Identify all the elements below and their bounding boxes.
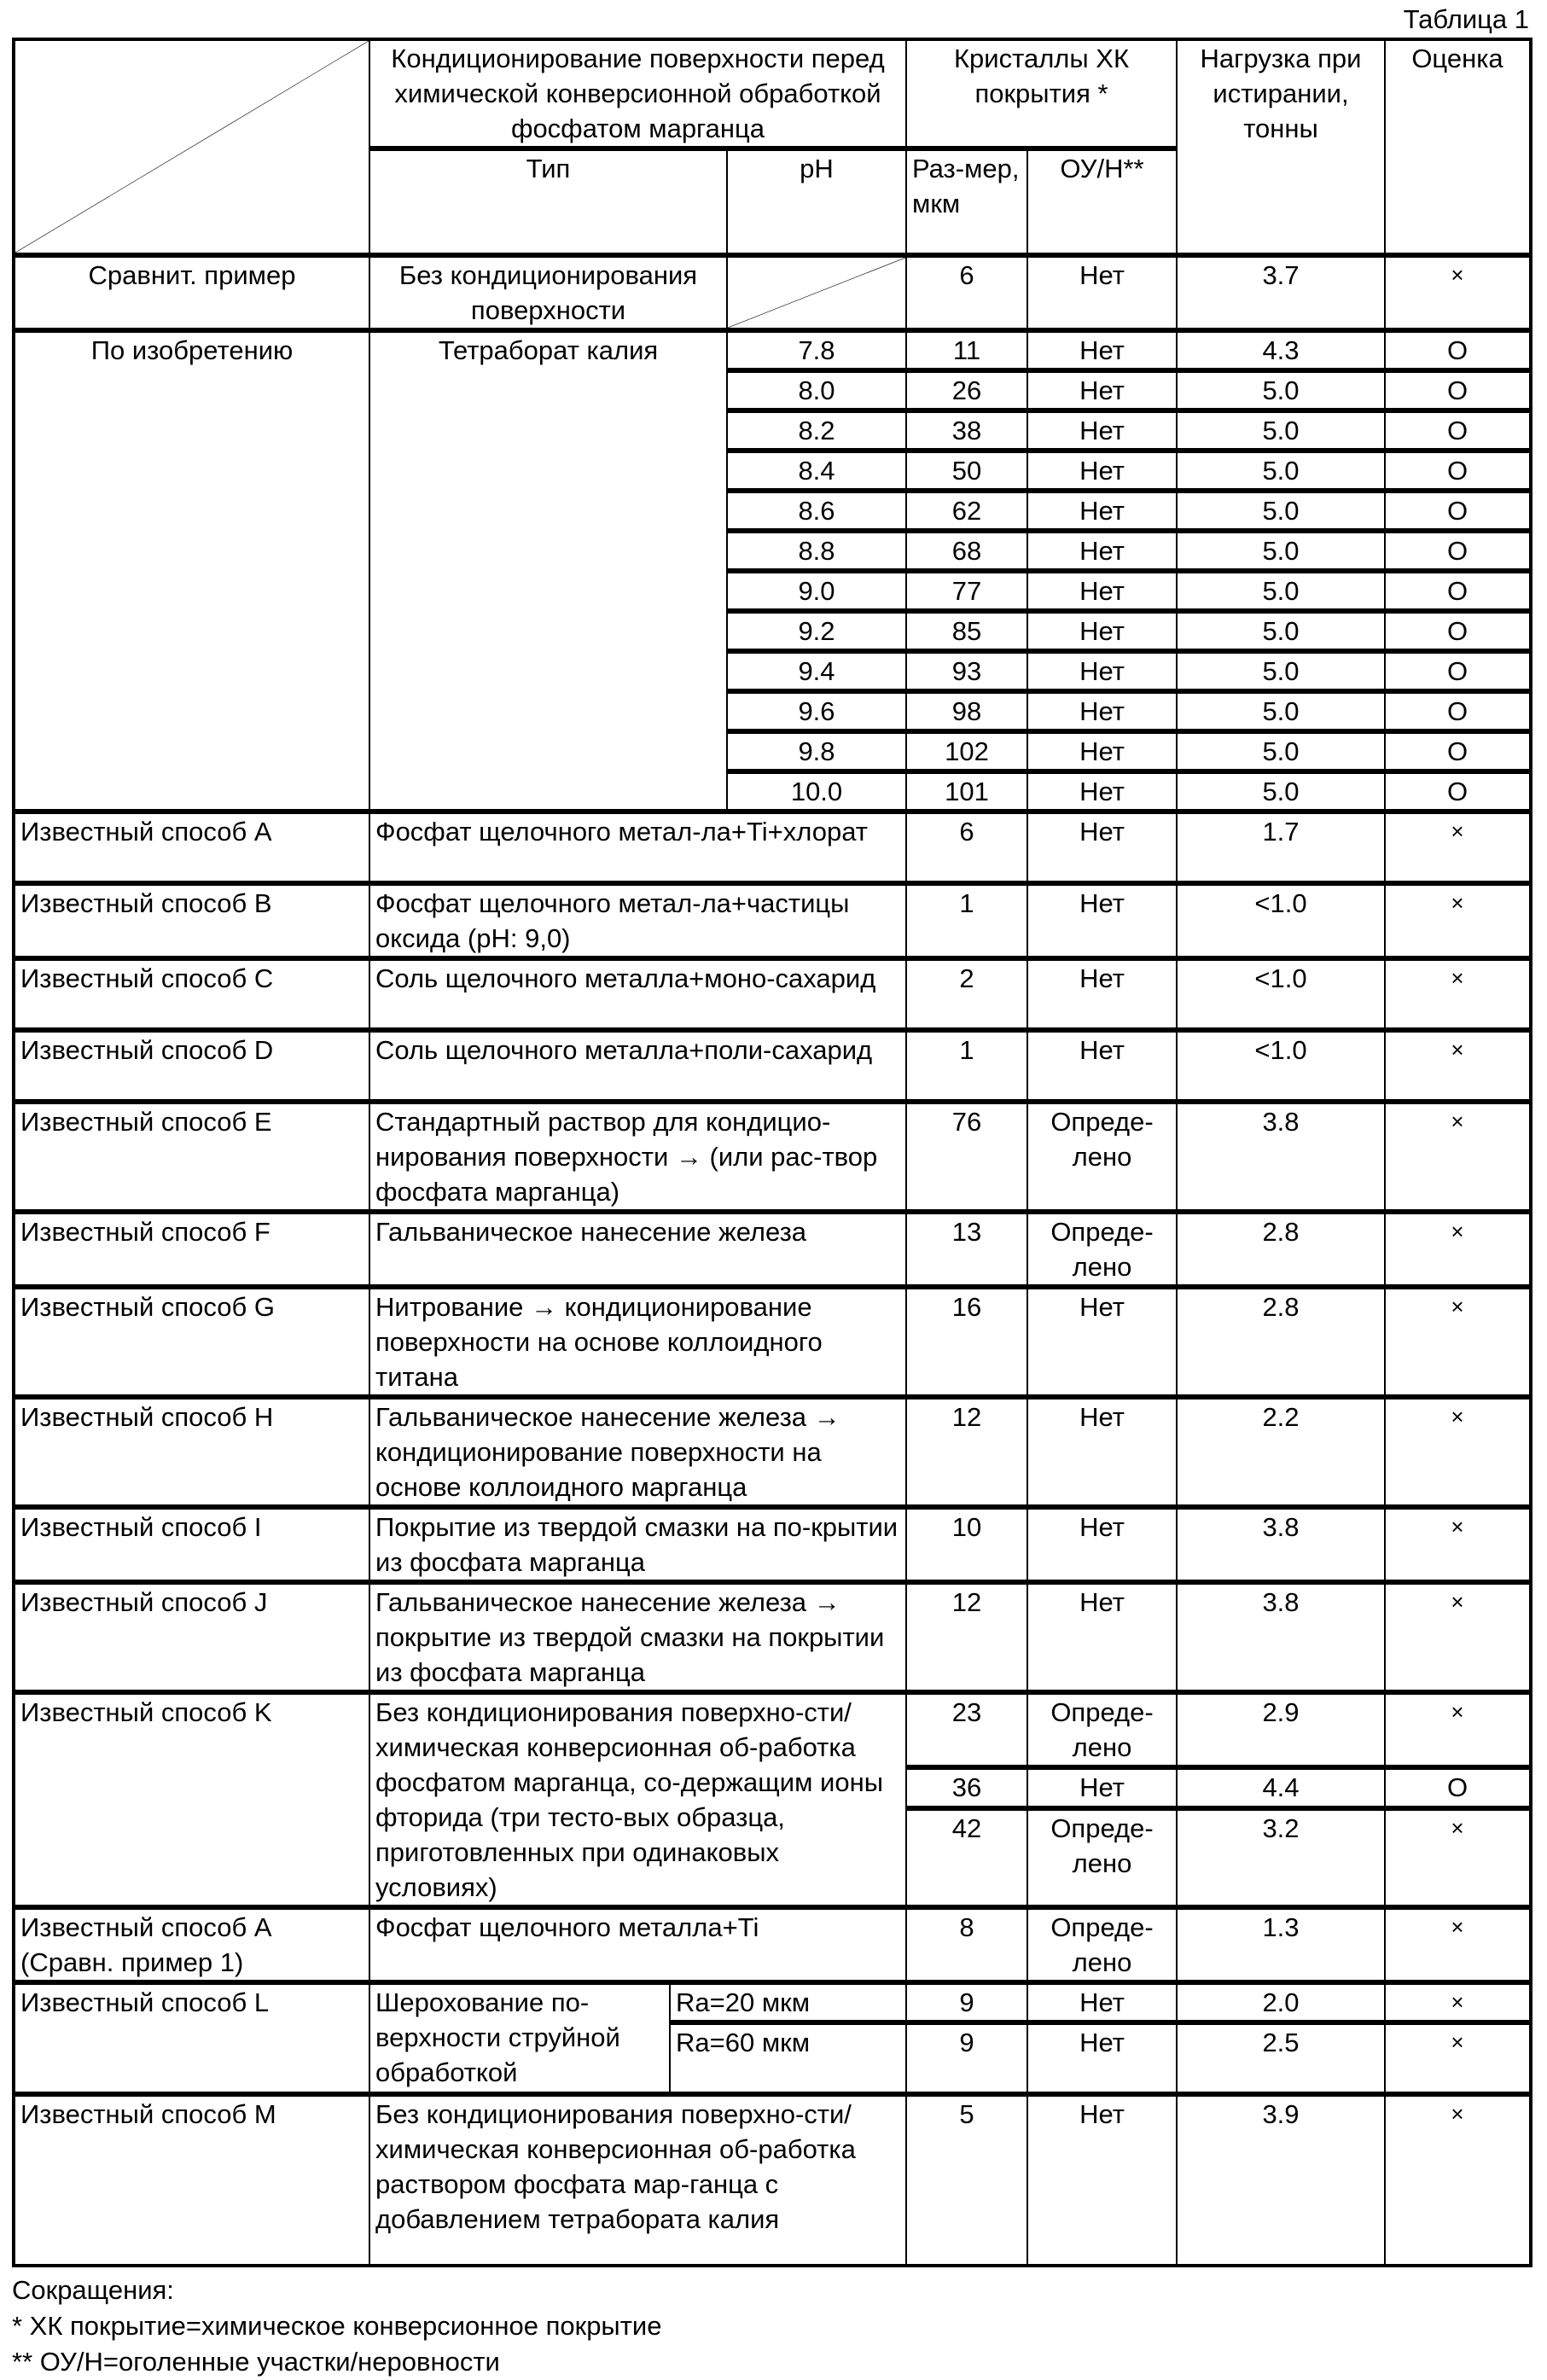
row-label: Известный способ G xyxy=(14,1287,369,1397)
ph-cell: 9.6 xyxy=(727,691,906,731)
size-cell: 36 xyxy=(906,1767,1027,1807)
load-cell: 5.0 xyxy=(1177,491,1385,531)
row-label: Известный способ A xyxy=(14,812,369,883)
defects-cell: Нет xyxy=(1027,491,1177,531)
ph-cell: 8.0 xyxy=(727,370,906,410)
diagonal-line xyxy=(728,258,905,328)
size-cell: 6 xyxy=(906,255,1027,330)
row-type: Фосфат щелочного метал-ла+частицы оксида (pH: 9,0) xyxy=(369,883,906,958)
rating-cell: × xyxy=(1385,1102,1531,1212)
defects-cell: Нет xyxy=(1027,883,1177,958)
table-row xyxy=(14,958,1531,1030)
load-cell: <1.0 xyxy=(1177,883,1385,958)
rating-cell: O xyxy=(1385,370,1531,410)
ph-cell: 8.4 xyxy=(727,451,906,491)
defects-cell: Нет xyxy=(1027,691,1177,731)
header-load: Нагрузка при истирании, тонны xyxy=(1177,39,1385,255)
row-label: Известный способ C xyxy=(14,958,369,1030)
rating-cell: × xyxy=(1385,883,1531,958)
rating-cell: × xyxy=(1385,1397,1531,1507)
rating-cell: O xyxy=(1385,491,1531,531)
size-cell: 101 xyxy=(906,771,1027,812)
load-cell: <1.0 xyxy=(1177,1030,1385,1102)
size-cell: 9 xyxy=(906,2022,1027,2094)
results-table xyxy=(12,38,1532,2267)
defects-cell: Опреде-лено xyxy=(1027,1907,1177,1982)
ph-cell: 9.0 xyxy=(727,571,906,611)
table-row xyxy=(14,1102,1531,1212)
ph-cell: 9.8 xyxy=(727,731,906,771)
defects-cell: Нет xyxy=(1027,611,1177,651)
size-cell: 10 xyxy=(906,1507,1027,1582)
defects-cell: Нет xyxy=(1027,571,1177,611)
size-cell: 38 xyxy=(906,410,1027,451)
document xyxy=(12,3,1529,2380)
load-cell: 3.8 xyxy=(1177,1507,1385,1582)
size-cell: 8 xyxy=(906,1907,1027,1982)
rating-cell: × xyxy=(1385,1907,1531,1982)
table-row xyxy=(14,1397,1531,1507)
rating-cell: × xyxy=(1385,1808,1531,1907)
size-cell: 9 xyxy=(906,1982,1027,2022)
rating-cell: × xyxy=(1385,1287,1531,1397)
defects-cell: Нет xyxy=(1027,451,1177,491)
header-type: Тип xyxy=(369,148,727,255)
row-type: Тетраборат калия xyxy=(369,330,727,812)
defects-cell: Нет xyxy=(1027,531,1177,571)
rating-cell: O xyxy=(1385,451,1531,491)
defects-cell: Опреде-лено xyxy=(1027,1808,1177,1907)
rating-cell: × xyxy=(1385,1212,1531,1287)
diagonal-line xyxy=(15,41,369,253)
rating-cell: O xyxy=(1385,1767,1531,1807)
load-cell: 4.4 xyxy=(1177,1767,1385,1807)
row-type: Соль щелочного металла+моно-сахарид xyxy=(369,958,906,1030)
footnotes-heading: Сокращения: xyxy=(12,2272,1529,2308)
table-row xyxy=(14,1907,1531,1982)
load-cell: 5.0 xyxy=(1177,731,1385,771)
defects-cell: Нет xyxy=(1027,958,1177,1030)
ra-cell: Ra=20 мкм xyxy=(670,1982,906,2022)
ph-cell: 8.8 xyxy=(727,531,906,571)
row-label: Известный способ J xyxy=(14,1582,369,1692)
rating-cell: × xyxy=(1385,2022,1531,2094)
defects-cell: Нет xyxy=(1027,330,1177,370)
size-cell: 42 xyxy=(906,1808,1027,1907)
footnote-2: ** ОУ/Н=оголенные участки/неровности xyxy=(12,2344,1529,2380)
load-cell: 3.7 xyxy=(1177,255,1385,330)
row-type: Без кондиционирования поверхно-сти/химическая конверсионная об-работка раствором фосфата мар-ганца с добавлением тетрабората калия xyxy=(369,2094,906,2266)
load-cell: 2.8 xyxy=(1177,1287,1385,1397)
row-type: Покрытие из твердой смазки на по-крытии из фосфата марганца xyxy=(369,1507,906,1582)
footnote-1: * ХК покрытие=химическое конверсионное покрытие xyxy=(12,2308,1529,2344)
header-conditioning: Кондиционирование поверхности перед химической конверсионной обработкой фосфатом марганца xyxy=(369,39,906,148)
size-cell: 12 xyxy=(906,1582,1027,1692)
size-cell: 11 xyxy=(906,330,1027,370)
defects-cell: Нет xyxy=(1027,1767,1177,1807)
load-cell: 2.2 xyxy=(1177,1397,1385,1507)
load-cell: 1.7 xyxy=(1177,812,1385,883)
row-type: Шерохование по-верхности струйной обработкой xyxy=(369,1982,670,2094)
ph-cell: 9.2 xyxy=(727,611,906,651)
rating-cell: O xyxy=(1385,771,1531,812)
size-cell: 1 xyxy=(906,883,1027,958)
row-label: Известный способ D xyxy=(14,1030,369,1102)
defects-cell: Нет xyxy=(1027,2022,1177,2094)
table-row xyxy=(14,1982,1531,2022)
row-type: Без кондиционирования поверхно-сти/химическая конверсионная об-работка фосфатом марганца, со-держащим ионы фторида (три тесто-вых образца, приготовленных при одинаковых условиях) xyxy=(369,1692,906,1907)
load-cell: 5.0 xyxy=(1177,651,1385,691)
rating-cell: O xyxy=(1385,330,1531,370)
rating-cell: × xyxy=(1385,1982,1531,2022)
size-cell: 23 xyxy=(906,1692,1027,1767)
defects-cell: Нет xyxy=(1027,2094,1177,2266)
defects-cell: Опреде-лено xyxy=(1027,1212,1177,1287)
row-label: Известный способ A (Сравн. пример 1) xyxy=(14,1907,369,1982)
row-type: Фосфат щелочного метал-ла+Ti+хлорат xyxy=(369,812,906,883)
defects-cell: Нет xyxy=(1027,771,1177,812)
rating-cell: O xyxy=(1385,731,1531,771)
load-cell: 5.0 xyxy=(1177,370,1385,410)
size-cell: 50 xyxy=(906,451,1027,491)
rating-cell: O xyxy=(1385,691,1531,731)
defects-cell: Нет xyxy=(1027,370,1177,410)
defects-cell: Нет xyxy=(1027,651,1177,691)
load-cell: 3.8 xyxy=(1177,1102,1385,1212)
rating-cell: × xyxy=(1385,1507,1531,1582)
ph-cell: 10.0 xyxy=(727,771,906,812)
load-cell: 2.5 xyxy=(1177,2022,1385,2094)
rating-cell: × xyxy=(1385,2094,1531,2266)
defects-cell: Нет xyxy=(1027,1582,1177,1692)
row-label: Известный способ L xyxy=(14,1982,369,2094)
row-type: Гальваническое нанесение железа → кондиционирование поверхности на основе коллоидного марганца xyxy=(369,1397,906,1507)
rating-cell: O xyxy=(1385,611,1531,651)
rating-cell: O xyxy=(1385,651,1531,691)
size-cell: 26 xyxy=(906,370,1027,410)
defects-cell: Нет xyxy=(1027,1030,1177,1102)
load-cell: 5.0 xyxy=(1177,771,1385,812)
header-defects: ОУ/Н** xyxy=(1027,148,1177,255)
rating-cell: O xyxy=(1385,571,1531,611)
load-cell: 5.0 xyxy=(1177,611,1385,651)
size-cell: 16 xyxy=(906,1287,1027,1397)
rating-cell: O xyxy=(1385,531,1531,571)
size-cell: 13 xyxy=(906,1212,1027,1287)
load-cell: 3.2 xyxy=(1177,1808,1385,1907)
size-cell: 6 xyxy=(906,812,1027,883)
load-cell: 3.9 xyxy=(1177,2094,1385,2266)
load-cell: 2.8 xyxy=(1177,1212,1385,1287)
row-type: Гальваническое нанесение железа → покрытие из твердой смазки на покрытии из фосфата марганца xyxy=(369,1582,906,1692)
load-cell: 5.0 xyxy=(1177,451,1385,491)
size-cell: 68 xyxy=(906,531,1027,571)
defects-cell: Нет xyxy=(1027,255,1177,330)
row-label: Сравнит. пример xyxy=(14,255,369,330)
load-cell: 3.8 xyxy=(1177,1582,1385,1692)
rating-cell: × xyxy=(1385,1030,1531,1102)
row-label: Известный способ I xyxy=(14,1507,369,1582)
load-cell: 4.3 xyxy=(1177,330,1385,370)
table-row xyxy=(14,330,1531,370)
size-cell: 102 xyxy=(906,731,1027,771)
header-crystals: Кристаллы ХК покрытия * xyxy=(906,39,1177,148)
row-label: Известный способ F xyxy=(14,1212,369,1287)
table-row xyxy=(14,1030,1531,1102)
table-row xyxy=(14,1287,1531,1397)
row-label: По изобретению xyxy=(14,330,369,812)
footnotes xyxy=(12,2272,1529,2380)
size-cell: 1 xyxy=(906,1030,1027,1102)
table-caption: Таблица 1 xyxy=(12,3,1529,38)
ph-empty-diagonal xyxy=(727,255,906,330)
ph-cell: 9.4 xyxy=(727,651,906,691)
table-row xyxy=(14,255,1531,330)
size-cell: 5 xyxy=(906,2094,1027,2266)
load-cell: 2.0 xyxy=(1177,1982,1385,2022)
header-ph: pH xyxy=(727,148,906,255)
load-cell: 5.0 xyxy=(1177,410,1385,451)
header-size: Раз-мер, мкм xyxy=(906,148,1027,255)
row-type: Нитрование → кондиционирование поверхности на основе коллоидного титана xyxy=(369,1287,906,1397)
corner-diagonal-cell xyxy=(14,39,369,255)
table-row xyxy=(14,2094,1531,2266)
size-cell: 76 xyxy=(906,1102,1027,1212)
defects-cell: Нет xyxy=(1027,1507,1177,1582)
load-cell: 2.9 xyxy=(1177,1692,1385,1767)
load-cell: 1.3 xyxy=(1177,1907,1385,1982)
defects-cell: Нет xyxy=(1027,731,1177,771)
size-cell: 77 xyxy=(906,571,1027,611)
defects-cell: Нет xyxy=(1027,1397,1177,1507)
rating-cell: × xyxy=(1385,1582,1531,1692)
row-label: Известный способ H xyxy=(14,1397,369,1507)
table-row xyxy=(14,1692,1531,1767)
size-cell: 98 xyxy=(906,691,1027,731)
row-type: Соль щелочного металла+поли-сахарид xyxy=(369,1030,906,1102)
rating-cell: × xyxy=(1385,958,1531,1030)
row-label: Известный способ B xyxy=(14,883,369,958)
row-type: Без кондиционирования поверхности xyxy=(369,255,727,330)
row-label: Известный способ E xyxy=(14,1102,369,1212)
ra-cell: Ra=60 мкм xyxy=(670,2022,906,2094)
size-cell: 2 xyxy=(906,958,1027,1030)
rating-cell: × xyxy=(1385,812,1531,883)
size-cell: 93 xyxy=(906,651,1027,691)
load-cell: 5.0 xyxy=(1177,531,1385,571)
rating-cell: O xyxy=(1385,410,1531,451)
table-row xyxy=(14,1582,1531,1692)
load-cell: 5.0 xyxy=(1177,691,1385,731)
rating-cell: × xyxy=(1385,255,1531,330)
defects-cell: Опреде-лено xyxy=(1027,1102,1177,1212)
ph-cell: 8.6 xyxy=(727,491,906,531)
row-type: Фосфат щелочного металла+Ti xyxy=(369,1907,906,1982)
table-row xyxy=(14,1212,1531,1287)
size-cell: 62 xyxy=(906,491,1027,531)
defects-cell: Опреде-лено xyxy=(1027,1692,1177,1767)
defects-cell: Нет xyxy=(1027,1287,1177,1397)
load-cell: <1.0 xyxy=(1177,958,1385,1030)
defects-cell: Нет xyxy=(1027,812,1177,883)
defects-cell: Нет xyxy=(1027,1982,1177,2022)
row-label: Известный способ M xyxy=(14,2094,369,2266)
ph-cell: 7.8 xyxy=(727,330,906,370)
header-rating: Оценка xyxy=(1385,39,1531,255)
load-cell: 5.0 xyxy=(1177,571,1385,611)
row-type: Гальваническое нанесение железа xyxy=(369,1212,906,1287)
table-row xyxy=(14,812,1531,883)
size-cell: 85 xyxy=(906,611,1027,651)
ph-cell: 8.2 xyxy=(727,410,906,451)
row-type: Стандартный раствор для кондицио-нирования поверхности → (или рас-твор фосфата марганца) xyxy=(369,1102,906,1212)
table-row xyxy=(14,883,1531,958)
row-label: Известный способ K xyxy=(14,1692,369,1907)
table-row xyxy=(14,1507,1531,1582)
rating-cell: × xyxy=(1385,1692,1531,1767)
size-cell: 12 xyxy=(906,1397,1027,1507)
defects-cell: Нет xyxy=(1027,410,1177,451)
